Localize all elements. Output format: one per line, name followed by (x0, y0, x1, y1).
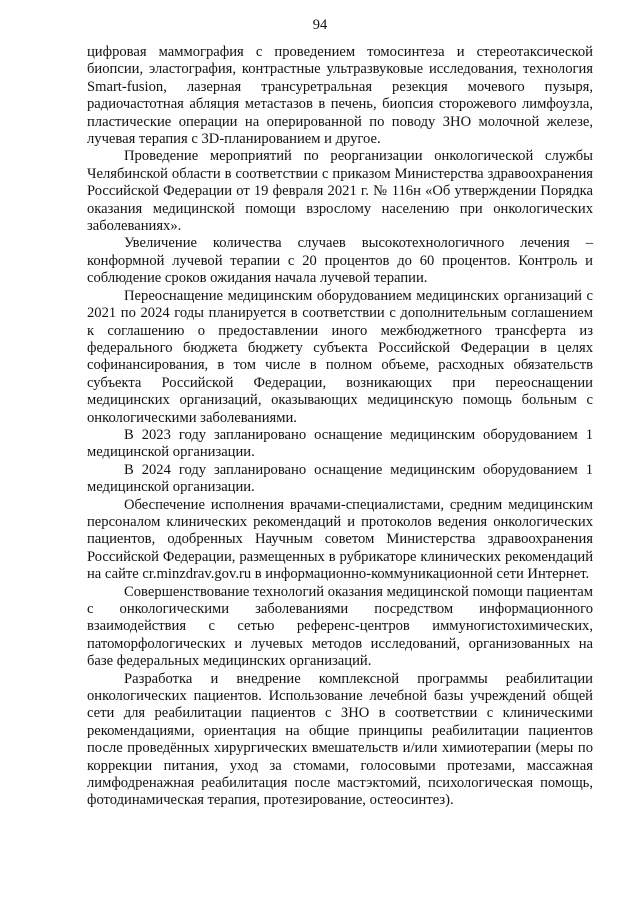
paragraph-equipment-reequipment: Переоснащение медицинским оборудованием медицинских организаций с 2021 по 2024 годы планируется в соответствии с дополнительным соглашением к соглашению о предоставлении иного межбюджетного трансферта из федерального бюджета бюджету субъекта Российской Федерации в целях софинансирования, в том числе в полном объеме, расходных обязательств субъекта Российской Федерации, возникающих при переоснащении медицинских организаций, оказывающих медицинскую помощь больным с онкологическими заболеваниями. (87, 287, 593, 426)
document-body (87, 44, 593, 810)
paragraph-reference-centers: Совершенствование технологий оказания медицинской помощи пациентам с онкологическими заболеваниями посредством информационного взаимодействия с сетью референс-центров иммуногистохимических, патоморфологических и лучевых методов исследований, организованных на базе федеральных медицинских организаций. (87, 583, 593, 670)
paragraph-equipment-2024: В 2024 году запланировано оснащение медицинским оборудованием 1 медицинской организации. (87, 461, 593, 496)
page-number: 94 (312, 17, 328, 33)
paragraph-radiation-therapy: Увеличение количества случаев высокотехнологичного лечения – конформной лучевой терапии с 20 процентов до 60 процентов. Контроль и соблюдение сроков ожидания начала лучевой терапии. (87, 235, 593, 287)
paragraph-clinical-guidelines: Обеспечение исполнения врачами-специалистами, средним медицинским персоналом клинических рекомендаций и протоколов ведения онкологических пациентов, одобренных Научным советом Министерства здравоохранения Российской Федерации, размещенных в рубрикаторе клинических рекомендаций на сайте cr.minzdrav.gov.ru в информационно-коммуникационной сети Интернет. (87, 496, 593, 583)
paragraph-equipment-2023: В 2023 году запланировано оснащение медицинским оборудованием 1 медицинской организации. (87, 426, 593, 461)
paragraph-oncology-reorganization: Проведение мероприятий по реорганизации онкологической службы Челябинской области в соответствии с приказом Министерства здравоохранения Российской Федерации от 19 февраля 2021 г. № 116н «Об утверждении Порядка оказания медицинской помощи взрослому населению при онкологических заболеваниях». (87, 148, 593, 235)
paragraph-diagnostic-technologies: цифровая маммография с проведением томосинтеза и стереотаксической биопсии, эластография, контрастные ультразвуковые исследования, технология Smart-fusion, лазерная трансуретральная резекция мочевого пузыря, радиочастотная абляция метастазов в печень, биопсия сторожевого лимфоузла, пластические операции на оперированной по поводу ЗНО молочной железе, лучевая терапия с 3D-планированием и другое. (87, 44, 593, 148)
paragraph-rehabilitation: Разработка и внедрение комплексной программы реабилитации онкологических пациентов. Использование лечебной базы учреждений общей сети для реабилитации пациентов с ЗНО в соответствии с клиническими рекомендациями, ориентация на общие принципы реабилитации пациентов после проведённых хирургических вмешательств и/или химиотерапии (меры по коррекции питания, уход за стомами, голосовыми протезами, массажная лимфодренажная реабилитация после мастэктомий, психологическая помощь, фотодинамическая терапия, протезирование, остеосинтез). (87, 670, 593, 809)
